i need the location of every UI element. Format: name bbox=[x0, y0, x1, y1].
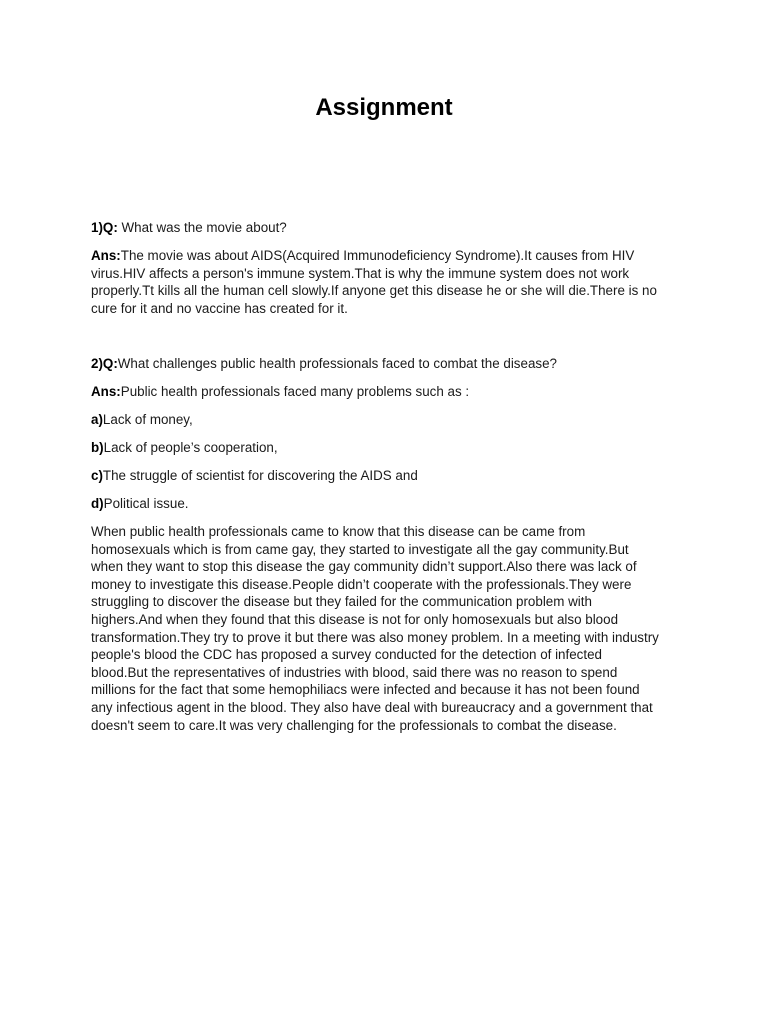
list-item bbox=[91, 439, 691, 457]
paragraph-line: when they want to stop this disease the gay community didn’t support.Also there was lack of bbox=[91, 559, 637, 575]
list-item bbox=[91, 495, 691, 513]
paragraph-line: transformation.They try to prove it but there was also money problem. In a meeting with industry bbox=[91, 629, 659, 645]
list-item-label: c) bbox=[91, 468, 103, 483]
question-1 bbox=[91, 219, 691, 237]
list-item-text: Lack of people’s cooperation, bbox=[103, 440, 278, 455]
answer-2-label: Ans: bbox=[91, 384, 121, 399]
list-item-label: d) bbox=[91, 496, 104, 511]
list-item bbox=[91, 467, 691, 485]
list-item-text: The struggle of scientist for discovering the AIDS and bbox=[102, 468, 418, 483]
paragraph-line: any infectious agent in the blood. They also have deal with bureaucracy and a government that bbox=[91, 699, 653, 715]
list-item-label: b) bbox=[91, 440, 104, 455]
paragraph-line: people's blood the CDC has proposed a survey conducted for the detection of infected bbox=[91, 647, 602, 663]
answer-1 bbox=[91, 247, 691, 317]
answer-2 bbox=[91, 383, 691, 401]
paragraph-line: millions for the fact that some hemophiliacs were infected and because it has not been found bbox=[91, 682, 640, 698]
paragraph-line: doesn't seem to care.It was very challenging for the professionals to combat the disease. bbox=[91, 717, 617, 733]
question-2-label: 2)Q: bbox=[91, 356, 118, 371]
answer-1-line: virus.HIV affects a person's immune system.That is why the immune system does not work bbox=[91, 265, 630, 281]
list-item-label: a) bbox=[91, 412, 103, 427]
answer-1-label: Ans: bbox=[91, 248, 121, 263]
page-title: Assignment bbox=[315, 94, 453, 121]
body-paragraph bbox=[91, 523, 691, 734]
paragraph-line: When public health professionals came to know that this disease can be came from bbox=[91, 524, 586, 539]
answer-1-line: properly.Tt kills all the human cell slowly.If anyone get this disease he or she will die.There is no bbox=[91, 283, 657, 299]
answer-2-text: Public health professionals faced many problems such as : bbox=[120, 384, 470, 399]
paragraph-line: homosexuals which is from came gay, they started to investigate all the gay community.But bbox=[91, 541, 629, 557]
question-2-text: What challenges public health professionals faced to combat the disease? bbox=[117, 356, 557, 371]
paragraph-line: blood.But the representatives of industries with blood, said there was no reason to spend bbox=[91, 664, 618, 680]
paragraph-line: highers.And when they found that this disease is not for only homosexuals but also blood bbox=[91, 611, 619, 627]
list-item-text: Political issue. bbox=[103, 496, 189, 511]
paragraph-line: struggling to discover the disease but they failed for the communication problem with bbox=[91, 594, 592, 610]
question-2 bbox=[91, 355, 691, 373]
list-item bbox=[91, 411, 691, 429]
list-item-text: Lack of money, bbox=[102, 412, 193, 427]
paragraph-line: money to investigate this disease.People didn’t cooperate with the professionals.They were bbox=[91, 576, 632, 592]
answer-1-line: Ans:The movie was about AIDS(Acquired Immunodeficiency Syndrome).It causes from HIV bbox=[91, 248, 635, 263]
question-1-label: 1)Q: bbox=[91, 220, 118, 235]
answer-1-line: cure for it and no vaccine has created for it. bbox=[91, 300, 348, 316]
question-1-text: What was the movie about? bbox=[117, 220, 287, 235]
